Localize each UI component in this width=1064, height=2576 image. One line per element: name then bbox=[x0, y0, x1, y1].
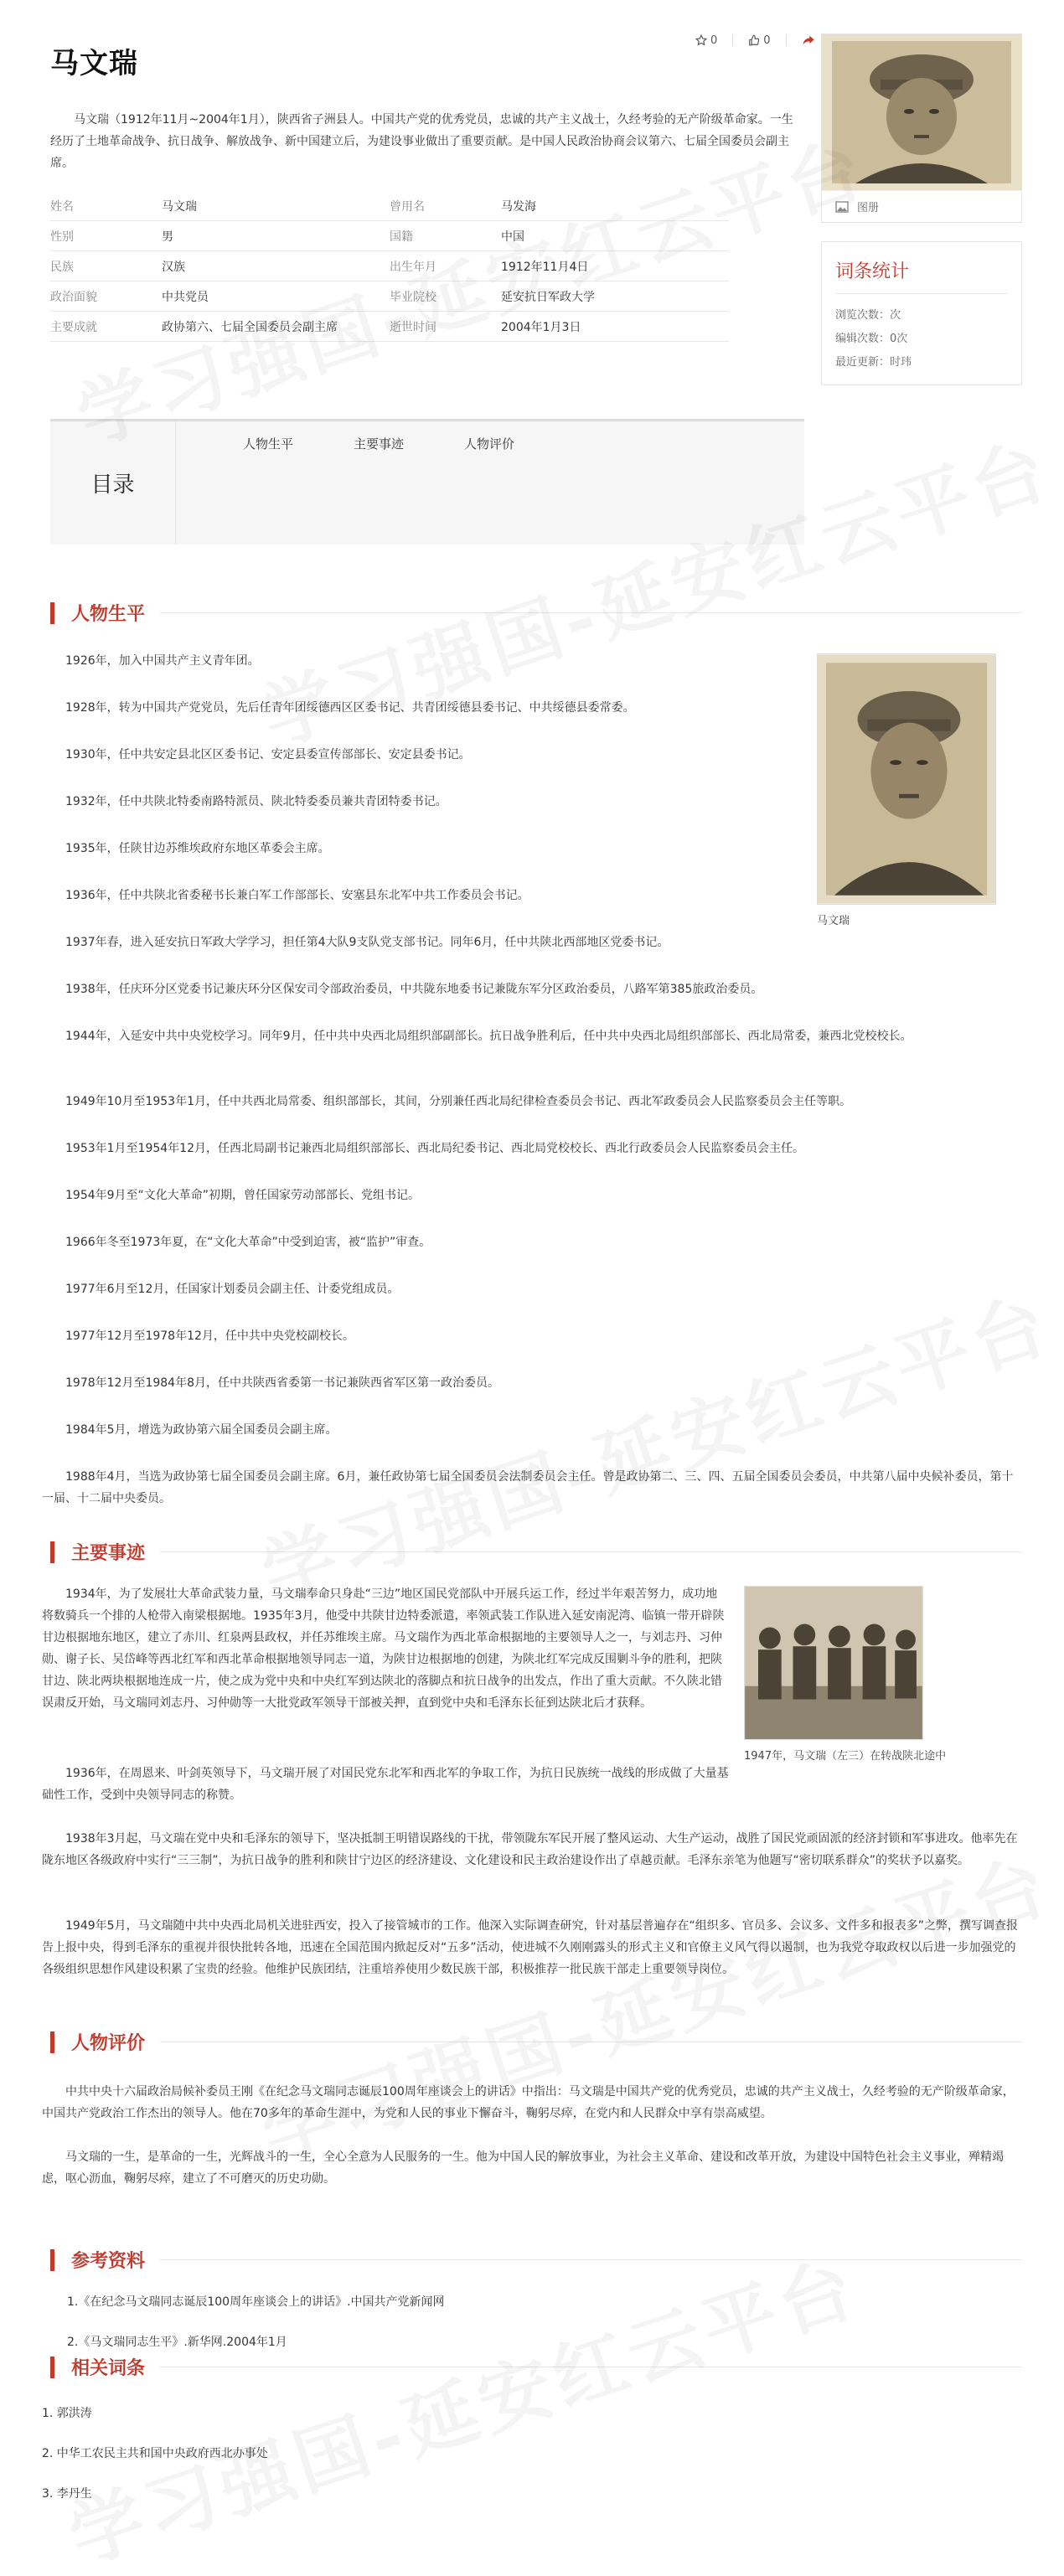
life-paragraph: 1944年，入延安中共中央党校学习。同年9月，任中共中央西北局组织部副部长。抗日战争胜利后，任中共中央西北局组织部部长、西北局常委，兼西北党校校长。 bbox=[65, 1030, 912, 1043]
entry-actions bbox=[695, 34, 815, 47]
info-key: 政治面貌 bbox=[50, 290, 97, 304]
section-title: 人物生平 bbox=[71, 604, 146, 625]
info-key: 民族 bbox=[50, 260, 74, 274]
info-value: 1912年11月4日 bbox=[501, 260, 589, 274]
info-row bbox=[50, 191, 729, 221]
section-title: 相关词条 bbox=[71, 2358, 146, 2379]
info-row bbox=[50, 221, 729, 251]
info-key: 出生年月 bbox=[390, 260, 436, 274]
toc-items bbox=[243, 435, 514, 452]
favorite-count: 0 bbox=[710, 34, 718, 47]
section-bar bbox=[50, 1541, 54, 1563]
life-paragraph: 1949年10月至1953年1月，任中共西北局常委、组织部部长，其间，分别兼任西北局纪律检查委员会书记、西北军政委员会人民监察委员会主任等职。 bbox=[65, 1095, 851, 1108]
deeds-paragraph: 1949年5月，马文瑞随中共中央西北局机关进驻西安，投入了接管城市的工作。他深入实际调查研究，针对基层普遍存在“组织多、官员多、会议多、文件多和报表多”之弊，撰写调查报告上报中央，得到毛泽东的重视并很快批转各地，迅速在全国范围内掀起反对“五多”活动，使进城不久刚刚露头的形式主义和官僚主义风气得以遏制，也为我党夺取政权以后进一步加强党的各级组织思想作风建设积累了宝贵的经验。他维护民族团结，注重培养使用少数民族干部，积极推荐一批民族干部走上重要领导岗位。 bbox=[42, 1919, 1019, 1976]
toc-item-deeds[interactable]: 主要事迹 bbox=[354, 436, 405, 452]
info-key: 主要成就 bbox=[50, 320, 97, 334]
life-paragraph: 1984年5月，增选为政协第六届全国委员会副主席。 bbox=[65, 1423, 338, 1437]
eval-paragraph: 马文瑞的一生，是革命的一生，光辉战斗的一生，全心全意为人民服务的一生。他为中国人民的解放事业，为社会主义革命、建设和改革开放，为建设中国特色社会主义事业，殚精竭虑，呕心沥血，鞠躬尽瘁，建立了不可磨灭的历史功勋。 bbox=[42, 2150, 1004, 2186]
deeds-photo bbox=[744, 1586, 923, 1740]
life-photo-card[interactable] bbox=[817, 653, 996, 927]
like-count: 0 bbox=[763, 34, 771, 47]
section-bar bbox=[50, 602, 54, 624]
reference-item[interactable]: 2.《马文瑞同志生平》.新华网.2004年1月 bbox=[67, 2336, 287, 2349]
reference-item[interactable]: 1.《在纪念马文瑞同志诞辰100周年座谈会上的讲话》.中国共产党新闻网 bbox=[67, 2295, 445, 2309]
watermark bbox=[247, 1266, 1062, 1620]
related-entry-link[interactable]: 2. 中华工农民主共和国中央政府西北办事处 bbox=[42, 2447, 268, 2460]
related-entries bbox=[42, 2404, 268, 2525]
life-paragraph: 1926年，加入中国共产主义青年团。 bbox=[65, 654, 260, 668]
info-table bbox=[50, 191, 729, 342]
section-divider bbox=[160, 612, 1022, 613]
life-paragraph: 1938年，任庆环分区党委书记兼庆环分区保安司令部政治委员，中共陇东地委书记兼陇东军分区政治委员，八路军第385旅政治委员。 bbox=[65, 983, 763, 996]
info-key: 曾用名 bbox=[390, 199, 425, 214]
info-key: 国籍 bbox=[390, 230, 413, 244]
gallery-label: 图册 bbox=[857, 202, 880, 214]
deeds-paragraph: 1938年3月起，马文瑞在党中央和毛泽东的领导下，坚决抵制王明错误路线的干扰，带领陇东军民开展了整风运动、大生产运动，战胜了国民党顽固派的经济封锁和军事进攻。他率先在陇东地区各级政府中实行“三三制”，为抗日战争的胜利和陕甘宁边区的经济建设、文化建设和民主政治建设作出了卓越贡献。毛泽东亲笔为他题写“密切联系群众”的奖状予以嘉奖。 bbox=[42, 1832, 1018, 1867]
info-key: 毕业院校 bbox=[390, 290, 436, 304]
portrait-photo bbox=[818, 654, 995, 904]
info-value: 男 bbox=[162, 230, 173, 244]
divider bbox=[786, 34, 787, 46]
section-header-references bbox=[50, 2247, 1022, 2273]
related-entry-link[interactable]: 3. 李丹生 bbox=[42, 2487, 92, 2501]
info-value: 2004年1月3日 bbox=[501, 320, 581, 334]
group-photo bbox=[745, 1587, 922, 1739]
section-divider bbox=[160, 1551, 1022, 1552]
star-icon bbox=[695, 34, 707, 46]
toc-item-evaluation[interactable]: 人物评价 bbox=[464, 436, 515, 452]
life-photo-caption: 马文瑞 bbox=[817, 915, 850, 927]
info-row bbox=[50, 312, 729, 342]
life-paragraph: 1966年冬至1973年夏，在“文化大革命”中受到迫害，被“监护”审查。 bbox=[65, 1236, 431, 1249]
thumbs-up-icon bbox=[748, 34, 760, 46]
info-value: 汉族 bbox=[162, 260, 185, 274]
stats-updated: 最近更新：时玮 bbox=[835, 356, 912, 369]
info-value: 中共党员 bbox=[162, 290, 209, 304]
eval-paragraph: 中共中央十六届政治局候补委员王刚《在纪念马文瑞同志诞辰100周年座谈会上的讲话》中指出：马文瑞是中国共产党的优秀党员，忠诚的共产主义战士，久经考验的无产阶级革命家，中国共产党政治工作杰出的领导人。他在70多年的革命生涯中，为党和人民的事业下懈奋斗，鞠躬尽瘁，在党内和人民群众中享有崇高威望。 bbox=[42, 2085, 1015, 2120]
info-row bbox=[50, 251, 729, 281]
section-header-deeds bbox=[50, 1539, 1022, 1565]
stats-views: 浏览次数：次 bbox=[835, 309, 901, 322]
divider bbox=[732, 34, 733, 46]
section-title: 主要事迹 bbox=[71, 1543, 146, 1564]
gallery-link[interactable] bbox=[822, 190, 1021, 222]
life-paragraph: 1977年12月至1978年12月，任中共中央党校副校长。 bbox=[65, 1329, 354, 1343]
intro-summary: 马文瑞（1912年11月~2004年1月），陕西省子洲县人。中国共产党的优秀党员，忠诚的共产主义战士，久经考验的无产阶级革命家。一生经历了土地革命战争、抗日战争、解放战争、新中国建立后，为建设事业做出了重要贡献。是中国人民政治协商会议第六、七届全国委员会副主席。 bbox=[50, 113, 793, 170]
info-key: 姓名 bbox=[50, 199, 74, 214]
stats-edits: 编辑次数：0次 bbox=[835, 333, 908, 345]
info-value: 中国 bbox=[501, 230, 524, 244]
info-key: 逝世时间 bbox=[390, 320, 436, 334]
life-paragraph: 1978年12月至1984年8月，任中共陕西省委第一书记兼陕西省军区第一政治委员。 bbox=[65, 1376, 499, 1390]
deeds-paragraph: 1936年，在周恩来、叶剑英领导下，马文瑞开展了对国民党东北军和西北军的争取工作，为抗日民族统一战线的形成做了大量基础性工作，受到中央领导同志的称赞。 bbox=[42, 1767, 729, 1802]
info-value: 马发海 bbox=[501, 199, 536, 214]
section-header-related bbox=[50, 2354, 1022, 2380]
stats-title: 词条统计 bbox=[835, 257, 1008, 294]
info-key: 性别 bbox=[50, 230, 74, 244]
toc-item-life[interactable]: 人物生平 bbox=[243, 436, 294, 452]
section-title: 人物评价 bbox=[71, 2033, 146, 2054]
info-row bbox=[50, 281, 729, 312]
info-value: 政协第六、七届全国委员会副主席 bbox=[162, 320, 338, 334]
life-paragraph: 1930年，任中共安定县北区区委书记、安定县委宣传部部长、安定县委书记。 bbox=[65, 748, 471, 761]
section-divider bbox=[160, 2259, 1022, 2260]
section-header-evaluation bbox=[50, 2029, 1022, 2055]
portrait-photo bbox=[822, 34, 1021, 190]
life-paragraph: 1954年9月至“文化大革命”初期，曾任国家劳动部部长、党组书记。 bbox=[65, 1189, 421, 1202]
section-bar bbox=[50, 2249, 54, 2271]
section-bar bbox=[50, 2357, 54, 2378]
like-button[interactable] bbox=[748, 34, 770, 47]
section-header-life bbox=[50, 600, 1022, 626]
life-paragraph: 1935年，任陕甘边苏维埃政府东地区革委会主席。 bbox=[65, 842, 330, 855]
deeds-photo-caption: 1947年，马文瑞（左三）在转战陕北途中 bbox=[744, 1750, 947, 1763]
portrait-image bbox=[822, 34, 1021, 190]
page-title: 马文瑞 bbox=[50, 47, 138, 80]
toc-label: 目录 bbox=[50, 421, 176, 545]
life-paragraph: 1932年，任中共陕北特委南路特派员、陕北特委委员兼共青团特委书记。 bbox=[65, 795, 447, 808]
deeds-photo-card[interactable] bbox=[744, 1586, 946, 1763]
related-entry-link[interactable]: 1. 郭洪涛 bbox=[42, 2407, 92, 2420]
gallery-icon bbox=[835, 201, 849, 213]
life-paragraph: 1928年，转为中国共产党党员，先后任青年团绥德西区区委书记、共青团绥德县委书记、中共绥德县委常委。 bbox=[65, 701, 635, 715]
life-photo bbox=[817, 653, 996, 905]
life-paragraph: 1988年4月，当选为政协第七届全国委员会副主席。6月，兼任政协第七届全国委员会法制委员会主任。曾是政协第二、三、四、五届全国委员会委员，中共第八届中央候补委员，第十一届、十二届中央委员。 bbox=[42, 1470, 1014, 1505]
life-paragraph: 1953年1月至1954年12月，任西北局副书记兼西北局组织部部长、西北局纪委书记、西北局党校校长、西北行政委员会人民监察委员会主任。 bbox=[65, 1142, 804, 1155]
section-title: 参考资料 bbox=[71, 2251, 146, 2272]
life-paragraph: 1936年，任中共陕北省委秘书长兼白军工作部部长、安塞县东北军中共工作委员会书记。 bbox=[65, 889, 529, 902]
share-icon bbox=[802, 34, 815, 47]
info-value: 延安抗日军政大学 bbox=[501, 290, 595, 304]
deeds-paragraph: 1934年，为了发展壮大革命武装力量，马文瑞奉命只身赴“三边”地区国民党部队中开展兵运工作，经过半年艰苦努力，成功地将数骑兵一个排的人枪带入南梁根据地。1935年3月，他受中共陕甘边特委派遣，率领武装工作队进入延安南泥湾、临镇一带开辟陕甘边根据地东地区，建立了赤川、红泉两县政权，并任苏维埃主席。马文瑞作为西北革命根据地的主要领导人之一，与刘志丹、习仲勋、谢子长、吴岱峰等西北红军和西北革命根据地领导同志一道，为陕甘边根据地的创建，为陕北红军完成反围剿斗争的胜利，把陕甘边、陕北两块根据地连成一片，使之成为党中央和中央红军到达陕北的落脚点和抗日战争的出发点，作出了重大贡献。不久陕北错误肃反开始，马文瑞同刘志丹、习仲勋等一大批党政军领导干部被关押，直到党中央和毛泽东长征到达陕北后才获释。 bbox=[42, 1587, 725, 1710]
life-paragraph: 1937年春，进入延安抗日军政大学学习，担任第4大队9支队党支部书记。同年6月，任中共陕北西部地区党委书记。 bbox=[65, 936, 669, 949]
portrait-card[interactable] bbox=[821, 34, 1022, 223]
entry-stats bbox=[821, 241, 1022, 385]
life-paragraph: 1977年6月至12月，任国家计划委员会副主任、计委党组成员。 bbox=[65, 1283, 400, 1296]
table-of-contents bbox=[50, 419, 804, 545]
section-bar bbox=[50, 2031, 54, 2053]
info-value: 马文瑞 bbox=[162, 199, 197, 214]
share-button[interactable] bbox=[802, 34, 815, 47]
watermark bbox=[247, 1827, 1062, 2181]
favorite-button[interactable] bbox=[695, 34, 717, 47]
